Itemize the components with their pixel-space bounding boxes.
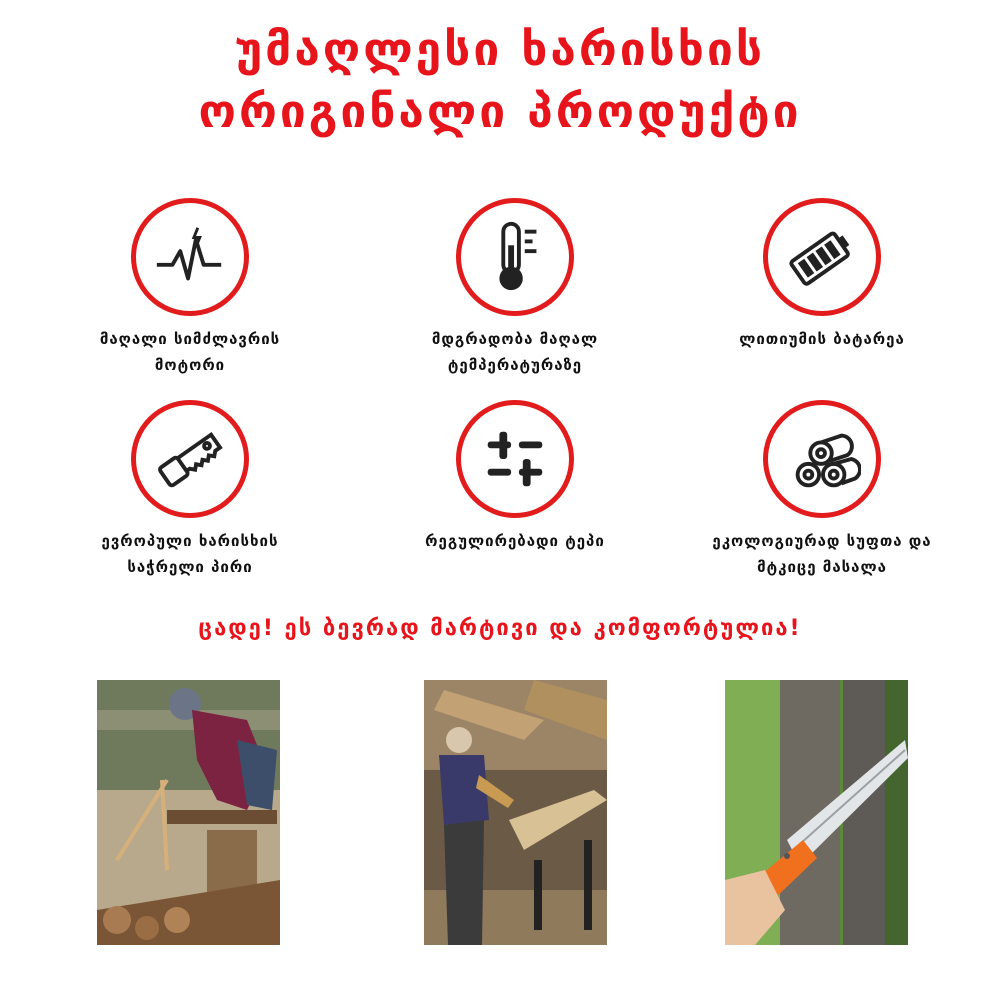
feature-label-line-2: მოტორი bbox=[154, 356, 226, 374]
feature-label-line-2: მტკიცე მასალა bbox=[757, 558, 887, 576]
feature-blade bbox=[40, 400, 340, 580]
feature-temperature bbox=[365, 198, 665, 378]
feature-label-line-1: ლითიუმის ბატარეა bbox=[739, 330, 905, 348]
feature-label-line-1: რეგულირებადი ტეპი bbox=[425, 532, 605, 550]
feature-label-line-2: საჭრელი პირი bbox=[127, 558, 253, 576]
photo-cutting-log bbox=[424, 680, 607, 945]
photo-sawing-wood bbox=[97, 680, 280, 945]
sliders-icon bbox=[476, 420, 554, 498]
photo-handsaw-tree bbox=[725, 680, 908, 945]
feature-motor bbox=[40, 198, 340, 378]
saw-blade-icon bbox=[151, 420, 229, 498]
feature-label-line-1: მდგრადობა მაღალ bbox=[431, 330, 599, 348]
battery-icon bbox=[783, 218, 861, 296]
headline-line-2: ორიგინალი პროდუქტი bbox=[198, 84, 802, 138]
headline-line-1: უმაღლესი ხარისხის bbox=[234, 22, 766, 76]
feature-adjustable bbox=[365, 400, 665, 554]
feature-material bbox=[672, 400, 972, 580]
logs-icon bbox=[783, 420, 861, 498]
feature-label-line-1: მაღალი სიმძლავრის bbox=[99, 330, 281, 348]
feature-label-line-1: ეკოლოგიურად სუფთა და bbox=[712, 532, 932, 550]
feature-label-line-2: ტემპერატურაზე bbox=[447, 356, 583, 374]
thermometer-icon bbox=[476, 218, 554, 296]
feature-label-line-1: ევროპული ხარისხის bbox=[101, 532, 279, 550]
pulse-icon bbox=[151, 218, 229, 296]
tagline: ცადე! ეს ბევრად მარტივი და კომფორტულია! bbox=[198, 616, 802, 641]
feature-battery bbox=[672, 198, 972, 352]
